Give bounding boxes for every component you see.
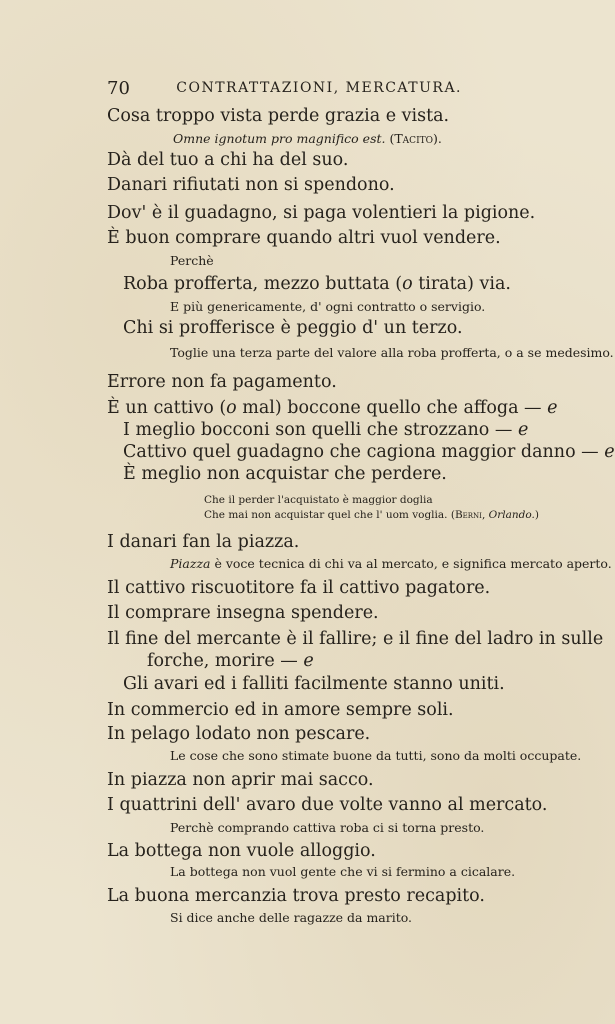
proverb-line: In piazza non aprir mai sacco. <box>107 770 374 790</box>
text: Che mai non acquistar quel che l' uom voglia. ( <box>204 509 455 521</box>
proverb-line <box>123 274 511 294</box>
text: tirata) via. <box>412 274 511 294</box>
note-line: Le cose che sono stimate buone da tutti, sono da molti occupate. <box>170 748 582 763</box>
proverb-line: È meglio non acquistar che perdere. <box>123 464 447 484</box>
text-italic: e <box>547 398 558 418</box>
verse-quote-line: Che il perder l'acquistato è maggior doglia <box>204 494 433 506</box>
proverb-line <box>147 651 314 671</box>
proverb-line: I danari fan la piazza. <box>107 532 300 552</box>
proverb-line <box>123 442 615 462</box>
term-italic: Piazza <box>170 556 211 571</box>
proverb-line: Il fine del mercante è il fallire; e il fine del ladro in sulle <box>107 629 604 649</box>
proverb-line: Il comprare insegna spendere. <box>107 603 379 623</box>
text: Roba profferta, mezzo buttata ( <box>123 274 403 294</box>
latin-quote: Omne ignotum pro magnifico est. <box>173 131 386 146</box>
text: , <box>481 509 489 521</box>
text-italic: e <box>517 420 529 440</box>
page-header <box>107 78 462 100</box>
proverb-line: Il cattivo riscuotitore fa il cattivo pagatore. <box>107 578 491 598</box>
running-title: CONTRATTAZIONI, MERCATURA. <box>176 80 462 96</box>
proverb-line: Cosa troppo vista perde grazia e vista. <box>107 106 450 126</box>
note-line: La bottega non vuol gente che vi si fermino a cicalare. <box>170 864 516 879</box>
proverb-line <box>123 420 528 440</box>
note-line <box>170 556 612 571</box>
author-citation: (Tacito). <box>389 131 442 146</box>
proverb-line: La bottega non vuole alloggio. <box>107 841 376 861</box>
proverb-line: La buona mercanzia trova presto recapito. <box>107 886 485 906</box>
proverb-line: È buon comprare quando altri vuol vendere. <box>107 228 501 248</box>
proverb-line: In commercio ed in amore sempre soli. <box>107 700 454 720</box>
proverb-line: Gli avari ed i falliti facilmente stanno uniti. <box>123 674 505 694</box>
proverb-line: Errore non fa pagamento. <box>107 372 337 392</box>
text: mal) boccone quello che affoga — <box>236 398 548 418</box>
text-italic: e <box>303 651 314 671</box>
proverb-line: Dov' è il guadagno, si paga volentieri la pigione. <box>107 203 536 223</box>
text: ) <box>534 509 539 521</box>
note-line: Perchè comprando cattiva roba ci si torna presto. <box>170 820 485 835</box>
text: Cattivo quel guadagno che cagiona maggior danno — <box>123 442 605 462</box>
proverb-line: Danari rifiutati non si spendono. <box>107 175 395 195</box>
text-italic: e <box>604 442 615 462</box>
text: I meglio bocconi son quelli che strozzano — <box>123 420 518 440</box>
note-line <box>173 131 442 146</box>
proverb-line: In pelago lodato non pescare. <box>107 724 371 744</box>
text: È un cattivo ( <box>107 398 227 418</box>
note-line: Perchè <box>170 253 214 268</box>
text-italic: o <box>226 398 237 418</box>
note-line: Toglie una terza parte del valore alla roba profferta, o a se medesimo. <box>170 345 614 360</box>
proverb-line <box>107 398 557 418</box>
text-italic: o <box>402 274 413 294</box>
note-line: Si dice anche delle ragazze da marito. <box>170 910 413 925</box>
text: è voce tecnica di chi va al mercato, e significa mercato aperto. <box>210 556 612 571</box>
proverb-line: Dà del tuo a chi ha del suo. <box>107 150 349 170</box>
verse-quote-line <box>204 509 539 521</box>
proverb-line: Chi si profferisce è peggio d' un terzo. <box>123 318 463 338</box>
text: forche, morire — <box>147 651 304 671</box>
work-title: Orlando. <box>488 509 535 521</box>
page-number: 70 <box>107 78 130 99</box>
author-citation: Berni <box>454 509 482 521</box>
note-line: E più genericamente, d' ogni contratto o servigio. <box>170 299 486 314</box>
proverb-line: I quattrini dell' avaro due volte vanno al mercato. <box>107 795 548 815</box>
